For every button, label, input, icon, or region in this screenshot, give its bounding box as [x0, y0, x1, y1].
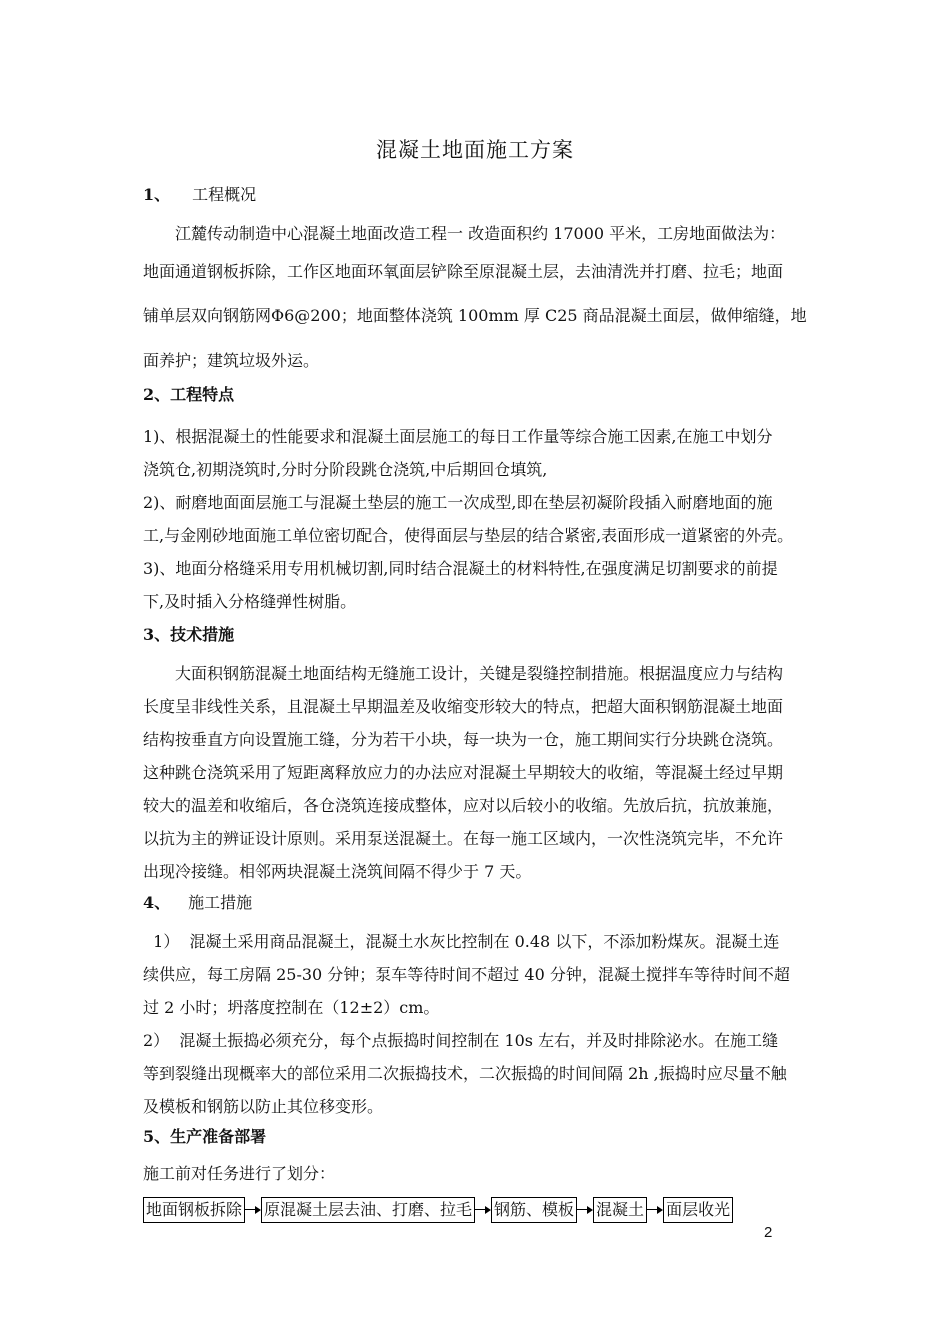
- section-1-body: [143, 217, 807, 383]
- paragraph-line: 3)、地面分格缝采用专用机械切割,同时结合混凝土的材料特性,在强度满足切割要求的前提: [143, 559, 778, 578]
- paragraph-line: 过 2 小时；坍落度控制在（12±2）cm。: [143, 998, 440, 1017]
- paragraph-line: 等到裂缝出现概率大的部位采用二次振捣技术，二次振捣的时间间隔 2h ,振捣时应尽量不触: [143, 1064, 787, 1083]
- section-1-title: 工程概况: [192, 185, 257, 204]
- flow-step: 钢筋、模板: [491, 1197, 577, 1223]
- paragraph-line: 铺单层双向钢筋网Φ6@200；地面整体浇筑 100mm 厚 C25 商品混凝土面层，做伸缩缝，地: [143, 306, 807, 325]
- section-5-heading: 5、生产准备部署: [143, 1127, 267, 1146]
- paragraph-line: 面养护；建筑垃圾外运。: [143, 351, 320, 370]
- paragraph-line: 及模板和钢筋以防止其位移变形。: [143, 1097, 384, 1116]
- paragraph-line: 长度呈非线性关系，且混凝土早期温差及收缩变形较大的特点，把超大面积钢筋混凝土地面: [143, 697, 784, 716]
- paragraph-line: 浇筑仓,初期浇筑时,分时分阶段跳仓浇筑,中后期回仓填筑,: [143, 460, 548, 479]
- arrow-right-icon: [577, 1205, 593, 1215]
- paragraph-line: 下,及时插入分格缝弹性树脂。: [143, 592, 357, 611]
- flow-step: 混凝土: [593, 1197, 647, 1223]
- flow-step: 地面钢板拆除: [143, 1197, 245, 1223]
- paragraph-line: 2） 混凝土振捣必须充分，每个点振捣时间控制在 10s 左右，并及时排除泌水。在施工缝: [143, 1031, 779, 1050]
- arrow-right-icon: [475, 1205, 491, 1215]
- section-4-heading: [143, 892, 252, 914]
- task-flow: [143, 1197, 733, 1223]
- paragraph-line: 结构按垂直方向设置施工缝，分为若干小块，每一块为一仓，施工期间实行分块跳仓浇筑。: [143, 730, 784, 749]
- section-2-body: [143, 420, 807, 618]
- section-3-body: [143, 657, 807, 888]
- paragraph-line: 以抗为主的辨证设计原则。采用泵送混凝土。在每一施工区域内，一次性浇筑完毕，不允许: [143, 829, 784, 848]
- flow-step: 原混凝土层去油、打磨、拉毛: [261, 1197, 475, 1223]
- paragraph-line: 大面积钢筋混凝土地面结构无缝施工设计，关键是裂缝控制措施。根据温度应力与结构: [175, 664, 784, 683]
- section-5-intro: [143, 1157, 807, 1190]
- paragraph-line: 施工前对任务进行了划分：: [143, 1164, 336, 1183]
- arrow-right-icon: [245, 1205, 261, 1215]
- flow-step: 面层收光: [663, 1197, 733, 1223]
- paragraph-line: 这种跳仓浇筑采用了短距离释放应力的办法应对混凝土早期较大的收缩，等混凝土经过早期: [143, 763, 784, 782]
- document-title: 混凝土地面施工方案: [376, 138, 574, 162]
- section-1-heading: [143, 184, 256, 206]
- page-number: 2: [764, 1224, 773, 1241]
- paragraph-line: 地面通道钢板拆除，工作区地面环氧面层铲除至原混凝土层，去油清洗并打磨、拉毛；地面: [143, 262, 784, 281]
- paragraph-line: 工,与金刚砂地面施工单位密切配合，使得面层与垫层的结合紧密,表面形成一道紧密的外壳。: [143, 526, 794, 545]
- section-1-number: 1、: [143, 185, 171, 204]
- paragraph-line: 出现冷接缝。相邻两块混凝土浇筑间隔不得少于 7 天。: [143, 862, 532, 881]
- arrow-right-icon: [647, 1205, 663, 1215]
- paragraph-line: 1） 混凝土采用商品混凝土，混凝土水灰比控制在 0.48 以下，不添加粉煤灰。混凝土连: [143, 932, 780, 951]
- paragraph-line: 2)、耐磨地面面层施工与混凝土垫层的施工一次成型,即在垫层初凝阶段插入耐磨地面的施: [143, 493, 773, 512]
- section-2-heading: 2、工程特点: [143, 385, 235, 404]
- paragraph-line: 江麓传动制造中心混凝土地面改造工程一 改造面积约 17000 平米，工房地面做法为：: [175, 224, 786, 243]
- section-4-body: [143, 925, 807, 1123]
- paragraph-line: 1)、根据混凝土的性能要求和混凝土面层施工的每日工作量等综合施工因素,在施工中划分: [143, 427, 773, 446]
- section-4-title: 施工措施: [188, 893, 253, 912]
- paragraph-line: 较大的温差和收缩后，各仓浇筑连接成整体，应对以后较小的收缩。先放后抗，抗放兼施，: [143, 796, 784, 815]
- section-4-number: 4、: [143, 893, 171, 912]
- section-3-heading: 3、技术措施: [143, 625, 235, 644]
- paragraph-line: 续供应，每工房隔 25-30 分钟；泵车等待时间不超过 40 分钟，混凝土搅拌车等待时间不超: [143, 965, 790, 984]
